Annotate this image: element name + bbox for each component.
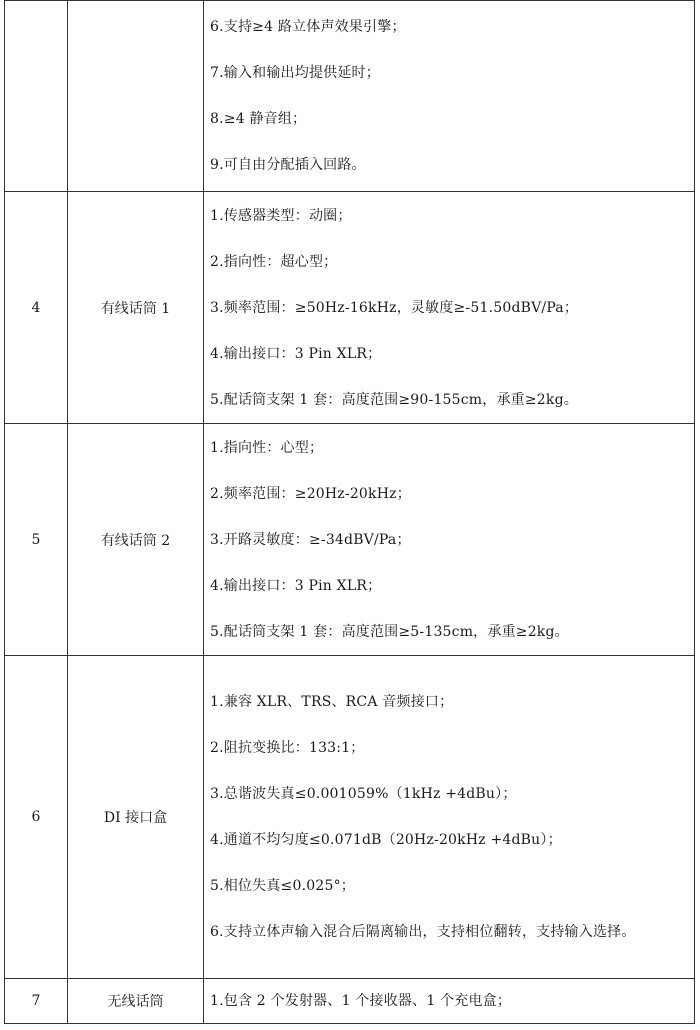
spec-line: 3.频率范围：≥50Hz-16kHz，灵敏度≥-51.50dBV/Pa； <box>210 299 579 316</box>
spec-line: 5.配话筒支架 1 套：高度范围≥5-135cm，承重≥2kg。 <box>210 623 569 640</box>
table-row <box>5 1 695 192</box>
spec-line: 6.支持立体声输入混合后隔离输出，支持相位翻转，支持输入选择。 <box>210 924 636 940</box>
spec-line: 2.频率范围：≥20Hz-20kHz； <box>210 485 411 502</box>
row-number: 4 <box>5 192 68 424</box>
item-name <box>68 1 204 192</box>
spec-cell <box>204 424 695 656</box>
spec-line: 1.传感器类型：动圈； <box>210 207 352 224</box>
spec-line: 4.输出接口：3 Pin XLR； <box>210 345 382 362</box>
spec-line: 1.兼容 XLR、TRS、RCA 音频接口； <box>210 694 454 710</box>
table-row <box>5 979 695 1024</box>
table-row <box>5 192 695 424</box>
spec-cell <box>204 979 695 1024</box>
item-name: 无线话筒 <box>68 979 204 1024</box>
spec-line: 1.指向性：心型； <box>210 439 324 456</box>
spec-cell <box>204 656 695 979</box>
spec-cell <box>204 192 695 424</box>
row-number: 6 <box>5 656 68 979</box>
spec-line: 9.可自由分配插入回路。 <box>210 157 366 173</box>
table-row <box>5 656 695 979</box>
spec-line: 2.阻抗变换比：133:1； <box>210 740 365 756</box>
spec-cell <box>204 1 695 192</box>
spec-line: 7.输入和输出均提供延时； <box>210 65 380 81</box>
item-name: DI 接口盒 <box>68 656 204 979</box>
row-number: 5 <box>5 424 68 656</box>
spec-line: 3.开路灵敏度：≥-34dBV/Pa； <box>210 531 411 548</box>
spec-line: 3.总谐波失真≤0.001059%（1kHz +4dBu）； <box>210 786 517 802</box>
spec-line: 8.≥4 静音组； <box>210 111 307 127</box>
spec-table <box>4 0 695 1024</box>
spec-line: 1.包含 2 个发射器、1 个接收器、1 个充电盒； <box>210 993 512 1009</box>
spec-line: 2.指向性：超心型； <box>210 253 338 270</box>
spec-line: 4.通道不均匀度≤0.071dB（20Hz-20kHz +4dBu）； <box>210 832 562 848</box>
spec-line: 6.支持≥4 路立体声效果引擎； <box>210 19 406 35</box>
row-number <box>5 1 68 192</box>
table-row <box>5 424 695 656</box>
row-number: 7 <box>5 979 68 1024</box>
item-name: 有线话筒 2 <box>68 424 204 656</box>
spec-line: 4.输出接口：3 Pin XLR； <box>210 577 382 594</box>
spec-line: 5.相位失真≤0.025°； <box>210 878 355 894</box>
item-name: 有线话筒 1 <box>68 192 204 424</box>
spec-line: 5.配话筒支架 1 套：高度范围≥90-155cm，承重≥2kg。 <box>210 391 578 408</box>
